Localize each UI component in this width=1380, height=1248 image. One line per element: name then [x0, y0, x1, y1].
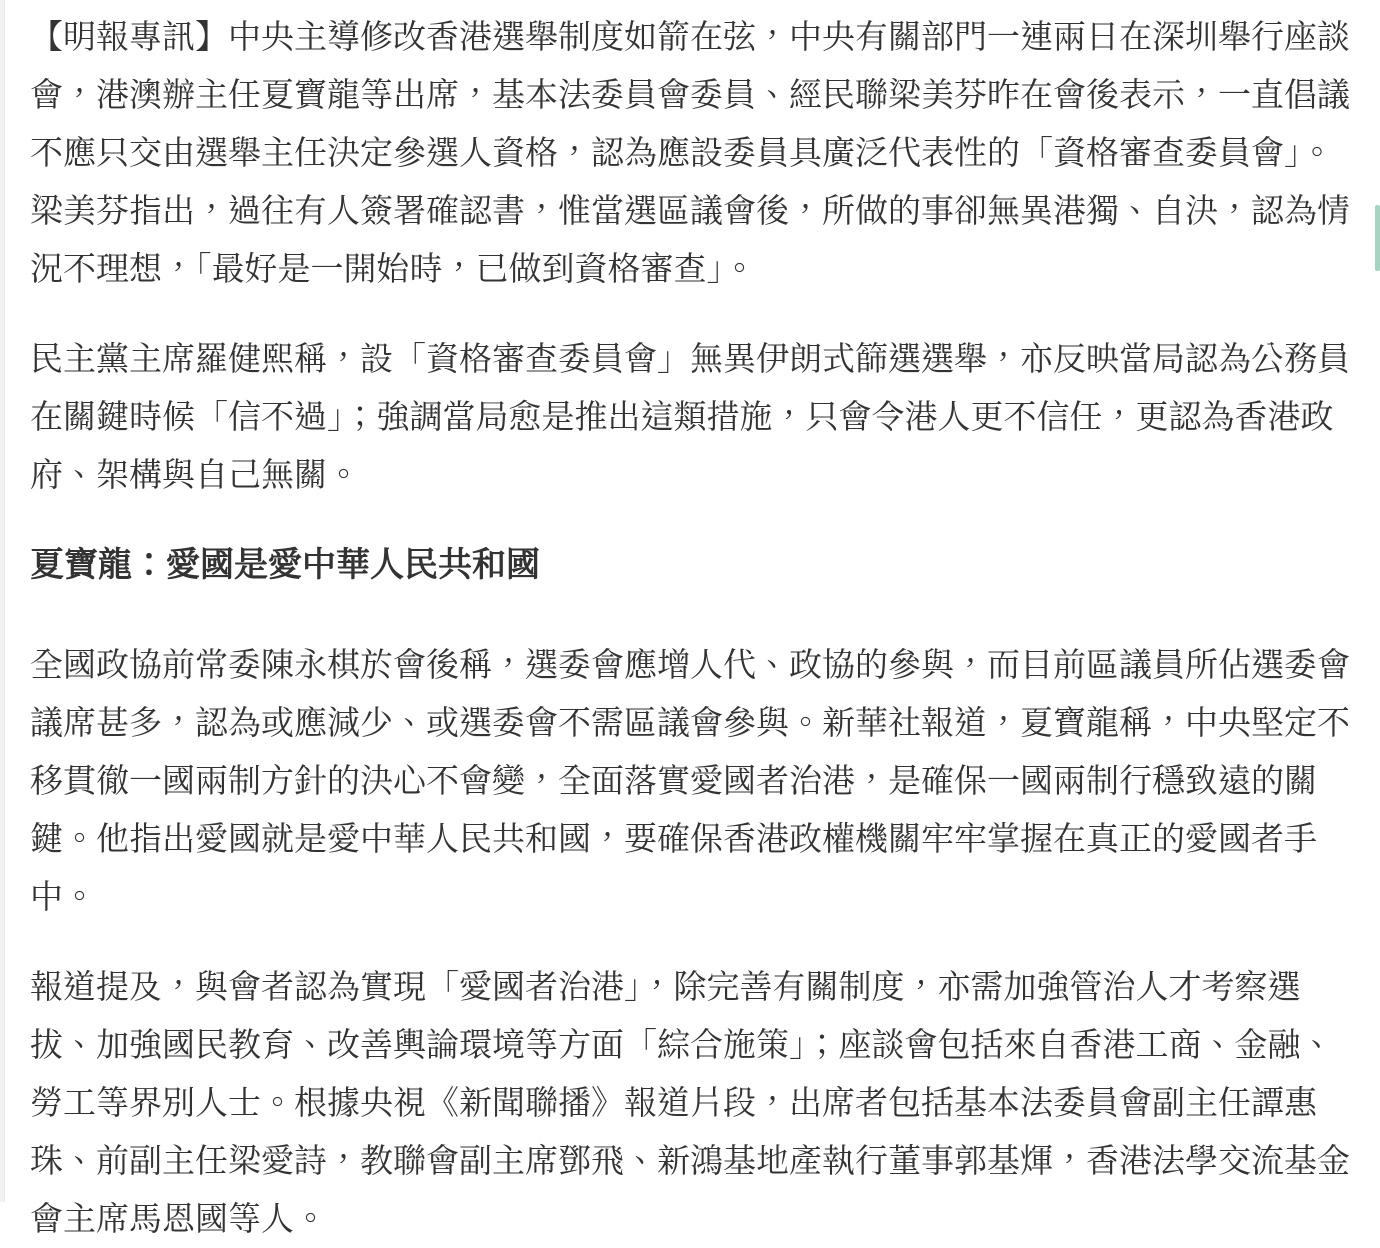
section-heading: 夏寶龍：愛國是愛中華人民共和國	[30, 546, 540, 584]
article-paragraph-intro: 【明報專訊】中央主導修改香港選舉制度如箭在弦，中央有關部門一連兩日在深圳舉行座談會，港澳辦主任夏寶龍等出席，基本法委員會委員、經民聯梁美芬昨在會後表示，一直倡議不應只交由選舉主任決定參選人資格，認為應設委員具廣泛代表性的「資格審查委員會」。梁美芬指出，過往有人簽署確認書，惟當選區議會後，所做的事卻無異港獨、自決，認為情況不理想，「最好是一開始時，已做到資格審查」。	[30, 18, 1350, 287]
article-paragraph-democratic-party: 民主黨主席羅健熙稱，設「資格審查委員會」無異伊朗式篩選選舉，亦反映當局認為公務員在關鍵時候「信不過」；強調當局愈是推出這類措施，只會令港人更不信任，更認為香港政府、架構與自己無關。	[30, 340, 1350, 493]
article-paragraph-cppcc: 全國政協前常委陳永棋於會後稱，選委會應增人代、政協的參與，而目前區議員所佔選委會議席甚多，認為或應減少、或選委會不需區議會參與。新華社報道，夏寶龍稱，中央堅定不移貫徹一國兩制方針的決心不會變，全面落實愛國者治港，是確保一國兩制行穩致遠的關鍵。他指出愛國就是愛中華人民共和國，要確保香港政權機關牢牢掌握在真正的愛國者手中。	[30, 646, 1350, 915]
article-paragraph-report-details: 報道提及，與會者認為實現「愛國者治港」，除完善有關制度，亦需加強管治人才考察選拔、加強國民教育、改善輿論環境等方面「綜合施策」；座談會包括來自香港工商、金融、勞工等界別人士。根據央視《新聞聯播》報道片段，出席者包括基本法委員會副主任譚惠珠、前副主任梁愛詩，教聯會副主席鄧飛、新鴻基地產執行董事郭基煇，香港法學交流基金會主席馬恩國等人。	[30, 968, 1350, 1237]
scrollbar-thumb[interactable]	[1375, 205, 1380, 271]
page-left-edge	[0, 0, 5, 1202]
